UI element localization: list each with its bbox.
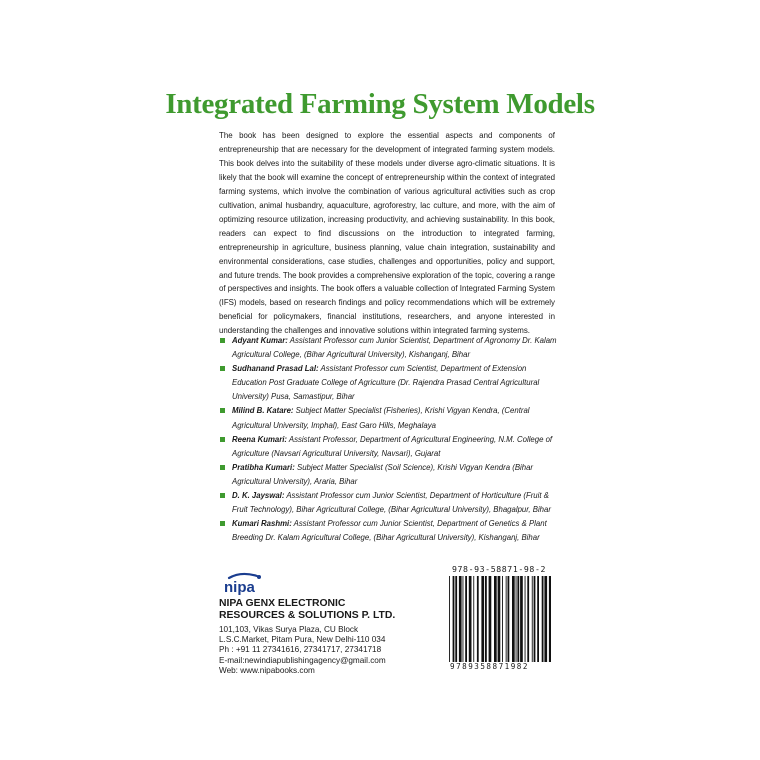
barcode-bar bbox=[534, 576, 536, 662]
bullet-icon bbox=[220, 366, 225, 371]
barcode-bar bbox=[481, 576, 484, 662]
barcode-bar bbox=[544, 576, 547, 662]
contributor-details: Assistant Professor cum Scientist, Department of Extension Education Post Graduate College of Agriculture (Dr. Rajendra Prasad Central Agricultural University) Pusa, Samastipur, Bihar bbox=[232, 364, 540, 402]
barcode-bar bbox=[494, 576, 497, 662]
barcode-bar bbox=[465, 576, 467, 662]
contributor-details: Assistant Professor cum Junior Scientist, Department of Horticulture (Fruit & Fruit Technology), Bihar Agricultural College, (Bihar Agricultural University), Bhagalpur, Bihar bbox=[232, 491, 551, 515]
nipa-logo-icon bbox=[219, 570, 267, 596]
barcode-bar bbox=[516, 576, 517, 662]
barcode-bar bbox=[449, 576, 450, 662]
contributor-item bbox=[219, 404, 557, 432]
contributor-name: Sudhanand Prasad Lal: bbox=[232, 364, 319, 374]
contributor-item bbox=[219, 433, 557, 461]
barcode-bar bbox=[489, 576, 492, 662]
contributor-name: D. K. Jayswal: bbox=[232, 491, 285, 501]
bullet-icon bbox=[220, 338, 225, 343]
barcode-bar bbox=[498, 576, 501, 662]
barcode-bar bbox=[527, 576, 529, 662]
publisher-address2: L.S.C.Market, Pitam Pura, New Delhi-110 034 bbox=[219, 635, 386, 645]
barcode-bar bbox=[463, 576, 464, 662]
barcode-bar bbox=[508, 576, 510, 662]
contributor-details: Subject Matter Specialist (Soil Science), Krishi Vigyan Kendra (Bihar Agricultural University), Araria, Bihar bbox=[232, 462, 534, 486]
contributor-item bbox=[219, 334, 557, 362]
bullet-icon bbox=[220, 493, 225, 498]
barcode-bar bbox=[517, 576, 519, 662]
barcode-bar bbox=[459, 576, 462, 662]
isbn-number: 978-93-58871-98-2 bbox=[452, 564, 546, 574]
publisher-web: Web: www.nipabooks.com bbox=[219, 666, 315, 675]
bullet-icon bbox=[220, 437, 225, 442]
contributor-item bbox=[219, 461, 557, 489]
contributor-details: Assistant Professor cum Junior Scientist, Department of Genetics & Plant Breeding Dr. Kalam Agricultural College, (Bihar Agricultural University), Kishanganj, Bihar bbox=[232, 519, 547, 543]
barcode-bar bbox=[477, 576, 479, 662]
contributor-name: Reena Kumari: bbox=[232, 434, 288, 444]
contributor-details: Assistant Professor cum Junior Scientist, Department of Agronomy Dr. Kalam Agricultural College, (Bihar Agricultural University), Kishanganj, Bihar bbox=[232, 336, 557, 360]
publisher-email: E-mail:newindiapublishingagency@gmail.com bbox=[219, 655, 386, 665]
barcode-bar bbox=[502, 576, 503, 662]
barcode-bar bbox=[473, 576, 474, 662]
barcode-bar bbox=[532, 576, 533, 662]
isbn-barcode bbox=[447, 564, 551, 671]
contributor-name: Milind B. Katare: bbox=[232, 406, 294, 416]
contributor-item bbox=[219, 489, 557, 517]
contributor-item bbox=[219, 362, 557, 404]
publisher-block bbox=[219, 570, 439, 676]
barcode-bar bbox=[537, 576, 539, 662]
barcode-bar bbox=[469, 576, 472, 662]
contributor-details: Subject Matter Specialist (Fisheries), Krishi Vigyan Kendra, (Central Agricultural University, Imphal), East Garo Hills, Meghalaya bbox=[232, 406, 530, 430]
barcode-bar bbox=[453, 576, 455, 662]
barcode-bar bbox=[506, 576, 507, 662]
contributor-list bbox=[219, 334, 557, 545]
barcode-bar bbox=[455, 576, 457, 662]
bullet-icon bbox=[220, 521, 225, 526]
book-description: The book has been designed to explore the essential aspects and components of entrepreneurship that are necessary for the development of integrated farming system models. This book delves into the suitability of these models under diverse agro-climatic situations. It is likely that the book will examine the concept of entrepreneurship within the context of integrated farming systems, which involve the combination of various agricultural activities such as crop cultivation, animal husbandry, aquaculture, agroforestry, lac culture, and more, with the aim of optimizing resource utilization, increasing productivity, and achieving sustainability. In this book, readers can expect to find discussions on the introduction to integrated farming, entrepreneurship in agriculture, business planning, value chain integration, sustainability and environmental considerations, case studies, challenges and opportunities, policy and support, and future trends. The book provides a comprehensive exploration of the topic, covering a range of perspectives and insights. The book offers a valuable collection of Integrated Farming System (IFS) models, based on research findings and policy recommendations which will be extremely beneficial for policymakers, financial institutions, researchers, and anyone interested in understanding the challenges and innovative solutions within integrated farming systems. bbox=[219, 131, 555, 336]
publisher-name-line2: RESOURCES & SOLUTIONS P. LTD. bbox=[219, 610, 396, 622]
publisher-phone: Ph : +91 11 27341616, 27341717, 27341718 bbox=[219, 645, 382, 655]
contributor-name: Kumari Rashmi: bbox=[232, 519, 292, 529]
barcode-bar bbox=[485, 576, 487, 662]
contributor-name: Pratibha Kumari: bbox=[232, 462, 295, 472]
barcode-digits: 9789358871982 bbox=[450, 662, 529, 671]
publisher-address1: 101,103, Vikas Surya Plaza, CU Block bbox=[219, 624, 359, 634]
barcode-bar bbox=[549, 576, 551, 662]
barcode-bars bbox=[447, 576, 551, 662]
barcode-bar bbox=[542, 576, 544, 662]
publisher-name-line1: NIPA GENX ELECTRONIC bbox=[219, 598, 346, 609]
bullet-icon bbox=[220, 408, 225, 413]
barcode-bar bbox=[520, 576, 523, 662]
book-title: Integrated Farming System Models bbox=[165, 88, 595, 120]
bullet-icon bbox=[220, 465, 225, 470]
barcode-bar bbox=[512, 576, 515, 662]
contributor-name: Adyant Kumar: bbox=[232, 336, 288, 345]
logo-text: nipa bbox=[224, 579, 255, 596]
contributor-item bbox=[219, 517, 557, 545]
contributor-details: Assistant Professor, Department of Agricultural Engineering, N.M. College of Agriculture (Navsari Agricultural University, Navsari), Gujarat bbox=[232, 434, 553, 458]
barcode-bar bbox=[525, 576, 526, 662]
